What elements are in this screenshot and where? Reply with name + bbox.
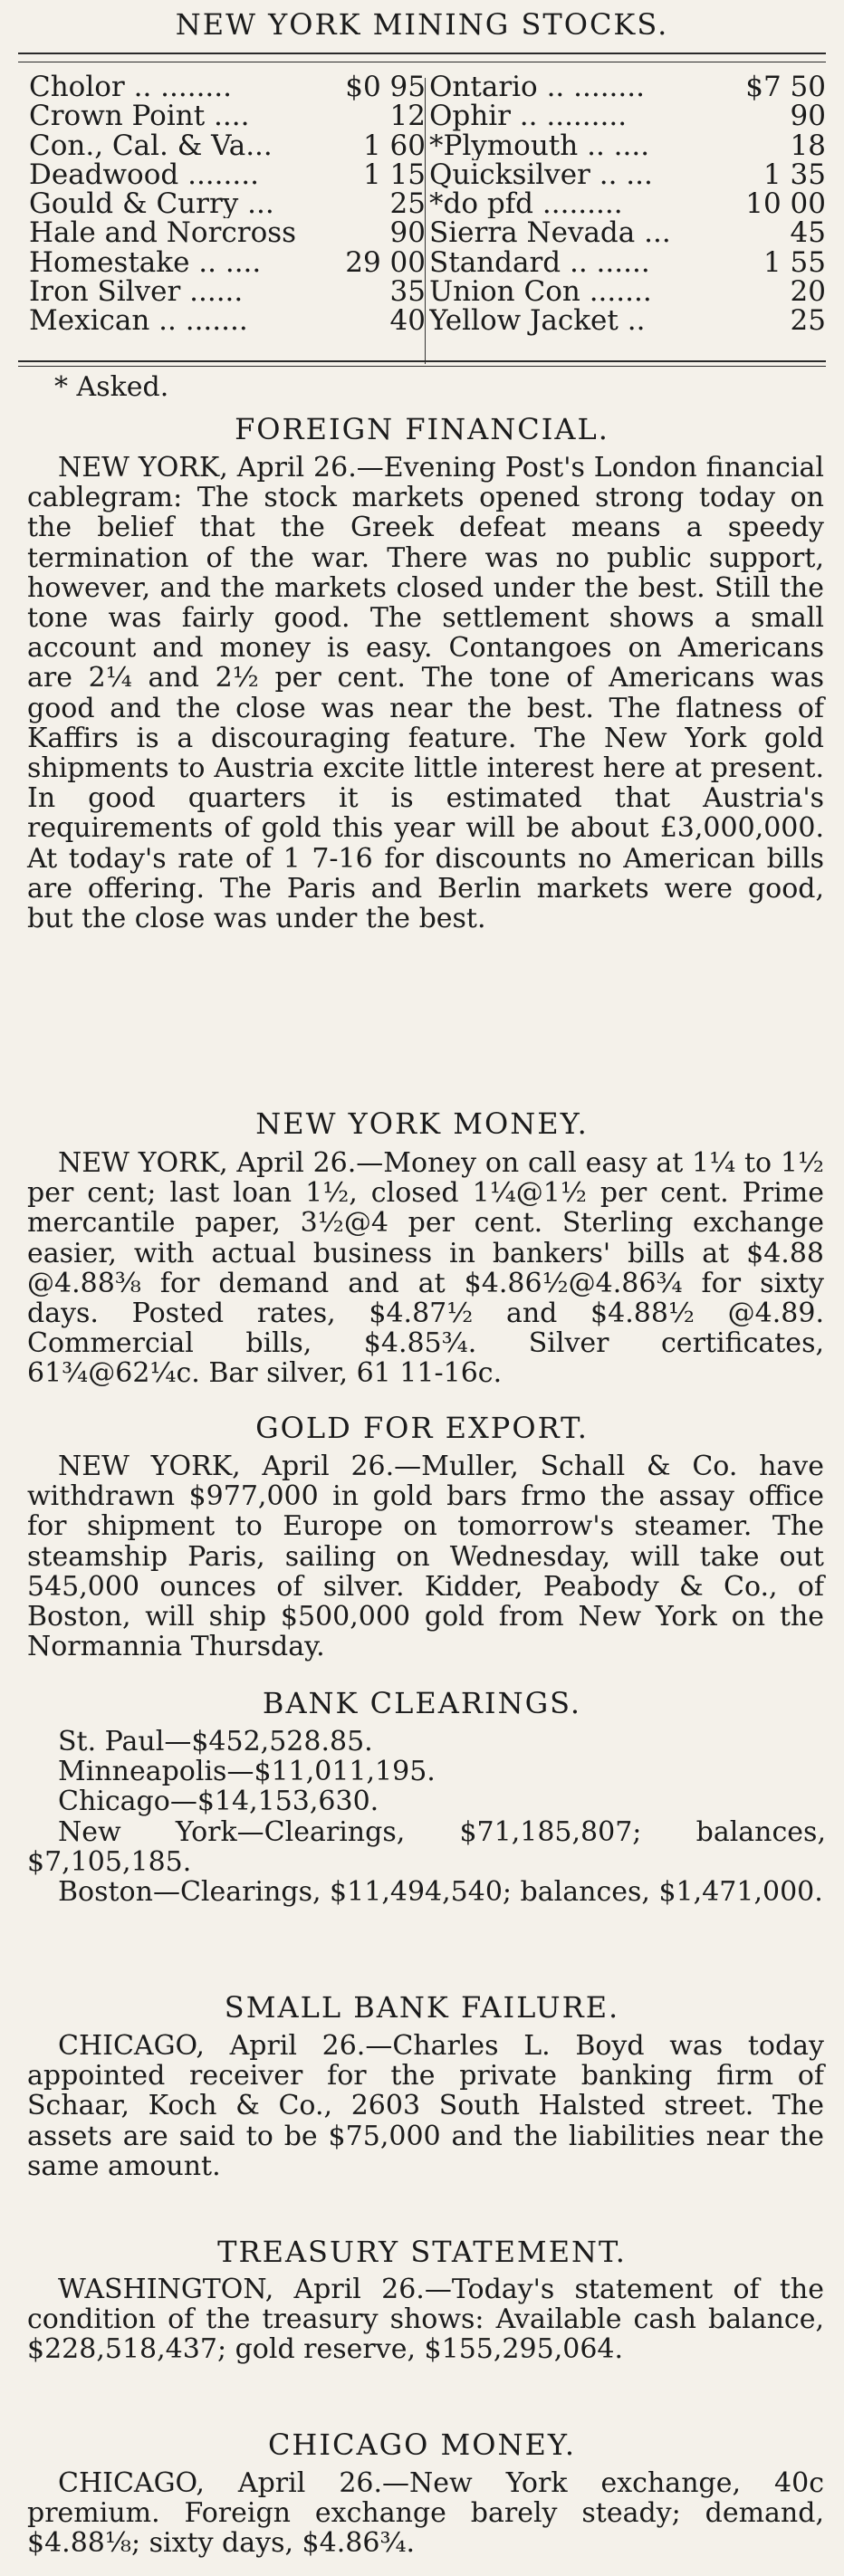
new-york-money-title: NEW YORK MONEY. (255, 1106, 589, 1141)
list-item: Boston—Clearings, $11,494,540; balances, $1,471,000. (58, 1876, 823, 1909)
stock-row: Cholor .. ........ $0 95 (29, 71, 426, 103)
stock-row: Crown Point .... 12 (29, 100, 426, 133)
stock-row: Iron Silver ...... 35 (29, 275, 426, 309)
stocks-right-column (429, 72, 826, 336)
treasury-statement-body: WASHINGTON, April 26.—Today's statement of the condition of the treasury shows: Available cash balance, $228,518,437; gold reserve, $155,295,064. (27, 2274, 824, 2366)
rule-top-1 (18, 53, 826, 54)
small-bank-failure-title: SMALL BANK FAILURE. (224, 1990, 620, 2025)
gold-for-export-body: NEW YORK, April 26.—Muller, Schall & Co. have withdrawn $977,000 in gold bars frmo the assay office for shipment to Europe on tomorrow's steamer. The steamship Paris, sailing on Wednesday, will take out 545,000 ounces of silver. Kidder, Peabody & Co., of Boston, will ship $500,000 gold from New York on the Normannia Thursday. (27, 1451, 824, 1663)
rule-stocks-bottom-2 (18, 366, 826, 367)
asked-footnote: * Asked. (54, 371, 169, 403)
chicago-money-body: CHICAGO, April 26.—New York exchange, 40c premium. Foreign exchange barely steady; demand, $4.88⅛; sixty days, $4.86¾. (27, 2467, 824, 2560)
stock-row: Gould & Curry ... 25 (29, 187, 426, 221)
mining-stocks-title: NEW YORK MINING STOCKS. (175, 7, 669, 42)
stocks-left-column (29, 72, 426, 336)
new-york-money-body: NEW YORK, April 26.—Money on call easy at 1¼ to 1½ per cent; last loan 1½, closed 1¼@1½ per cent. Prime mercantile paper, 3½@4 per cent. Sterling exchange easier, with actual business in bankers' bills at $4.88 @4.88⅜ for demand and at $4.86½@4.86¾ for sixty days. Posted rates, $4.87½ and $4.88½ @4.89. Commercial bills, $4.85¾. Silver certificates, 61¾@62¼c. Bar silver, 61 11-16c. (27, 1147, 824, 1390)
stock-row: Standard .. ...... 1 55 (429, 245, 826, 279)
stock-row: Deadwood ........ 1 15 (29, 158, 426, 191)
gold-for-export-title: GOLD FOR EXPORT. (255, 1411, 589, 1445)
stock-row: Hale and Norcross 90 (29, 216, 426, 250)
stock-row: Con., Cal. & Va... 1 60 (29, 129, 426, 162)
foreign-financial-title: FOREIGN FINANCIAL. (235, 412, 609, 446)
bank-clearings-title: BANK CLEARINGS. (262, 1686, 582, 1720)
stock-row: Yellow Jacket .. 25 (429, 304, 826, 338)
list-item: Minneapolis—$11,011,195. (58, 1756, 436, 1788)
stock-row: Homestake .. .... 29 00 (29, 245, 426, 279)
stock-row: Sierra Nevada ... 45 (429, 216, 826, 250)
rule-stocks-bottom-1 (18, 360, 826, 362)
list-item: New York—Clearings, $71,185,807; balances, $7,105,185. (27, 1815, 826, 1878)
bank-clearings-list (27, 1727, 826, 1907)
foreign-financial-body: NEW YORK, April 26.—Evening Post's London financial cablegram: The stock markets opened strong today on the belief that the Greek defeat means a speedy termination of the war. There was no public support, however, and the markets closed under the best. Still the tone was fairly good. The settlement shows a small account and money is easy. Contangoes on Americans are 2¼ and 2½ per cent. The tone of Americans was good and the close was near the best. The flatness of Kaffirs is a discouraging feature. The New York gold shipments to Austria excite little interest here at present. In good quarters it is estimated that Austria's requirements of gold this year will be about £3,000,000. At today's rate of 1 7-16 for discounts no American bills are offering. The Paris and Berlin markets were good, but the close was under the best. (27, 452, 824, 935)
list-item: Chicago—$14,153,630. (58, 1786, 379, 1818)
stock-row: *do pfd ......... 10 00 (429, 187, 826, 221)
stock-row: Quicksilver .. ... 1 35 (429, 158, 826, 191)
small-bank-failure-body: CHICAGO, April 26.—Charles L. Boyd was today appointed receiver for the private banking firm of Schaar, Koch & Co., 2603 South Halsted street. The assets are said to be $75,000 and the liabilities near the same amount. (27, 2030, 824, 2182)
mining-stocks-table (29, 72, 826, 362)
stocks-column-divider (425, 78, 426, 364)
treasury-statement-title: TREASURY STATEMENT. (217, 2235, 627, 2269)
chicago-money-title: CHICAGO MONEY. (267, 2428, 577, 2462)
list-item: St. Paul—$452,528.85. (58, 1726, 373, 1757)
stock-row: Union Con ....... 20 (429, 275, 826, 309)
stock-row: *Plymouth .. .... 18 (429, 129, 826, 162)
stock-row: Mexican .. ....... 40 (29, 304, 426, 338)
stock-row: Ontario .. ........ $7 50 (429, 71, 826, 103)
stock-row: Ophir .. ......... 90 (429, 100, 826, 133)
